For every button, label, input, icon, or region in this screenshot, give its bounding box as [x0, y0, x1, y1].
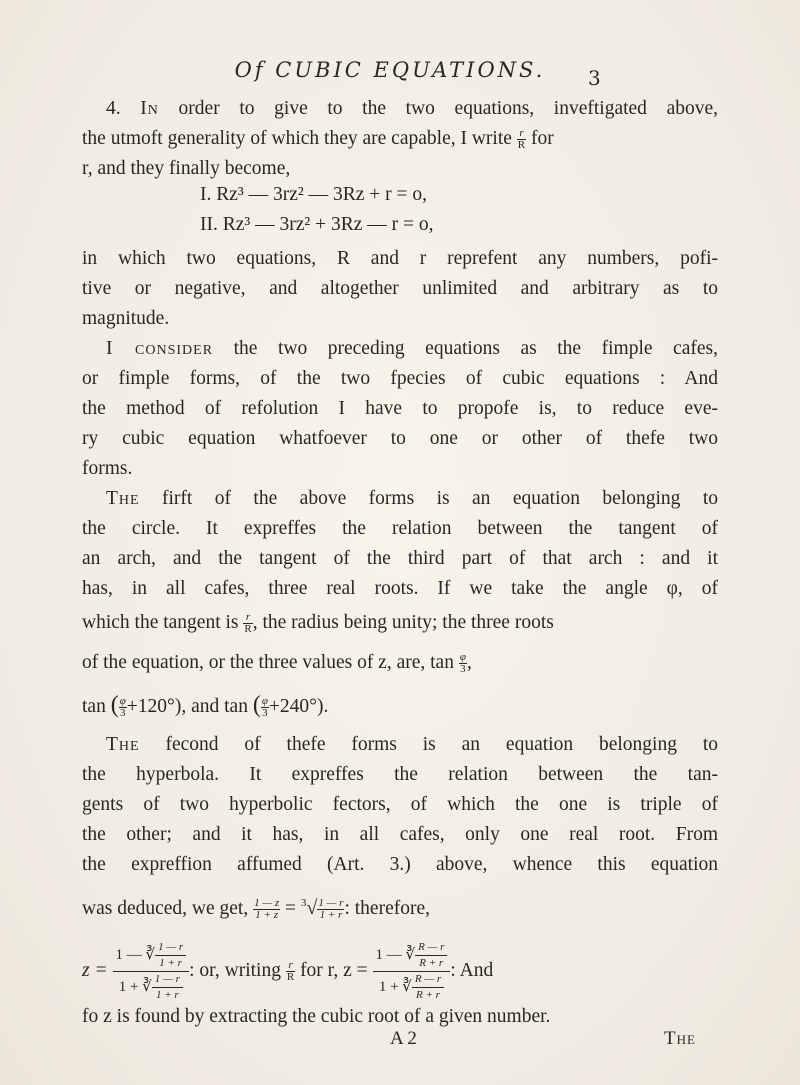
- fraction-r-over-R: $\frac{r}{R}$: [517, 127, 526, 152]
- para5-line2: or fimple forms, of the two fpecies of cubic equations : And: [82, 368, 718, 389]
- equation-1: I. Rz³ — 3rz² — 3Rz + r = o,: [200, 184, 428, 205]
- para4-line7: tive or negative, and altogether unlimited and arbitrary as to: [82, 278, 718, 299]
- formula-z-in-r: 1 — ∛ $\frac{1 — r}{1 + r}$ 1 + ∛ $\frac{1 — r}{1 + r}$: [113, 942, 190, 1001]
- para6-line1: The firft of the above forms is an equation belonging to: [106, 488, 719, 509]
- para6-line2: the circle. It expreffes the relation between the tangent of: [82, 518, 718, 539]
- para7-line2: the hyperbola. It expreffes the relation between the tan-: [82, 764, 718, 785]
- equation-2: II. Rz³ — 3rz² + 3Rz — r = o,: [200, 214, 434, 235]
- para7-formula-line: z = 1 — ∛ $\frac{1 — r}{1 + r}$ 1 + ∛ $\frac{1 — r}{1 + r}$ : or, writing $\frac{r}{R}$ for r, z = 1 — ∛ $\frac{R — r}{R + r}$ 1 + ∛ $\frac{R — r}{R + r}$ : And: [82, 941, 494, 1001]
- para7-line5: the expreffion affumed (Art. 3.) above, whence this equation: [82, 854, 718, 875]
- para4-line8: magnitude.: [82, 308, 170, 329]
- para6-line6: of the equation, or the three values of z, are, tan $\frac{\varphi}{3}$ ,: [82, 651, 472, 676]
- para6-line3: an arch, and the tangent of the third part of that arch : and it: [82, 548, 718, 569]
- running-title: Of CUBIC EQUATIONS.: [234, 58, 546, 82]
- para7-last-line: fo z is found by extracting the cubic root of a given number.: [82, 1006, 551, 1027]
- para7-line3: gents of two hyperbolic fectors, of which the one is triple of: [82, 794, 718, 815]
- para6-line7: tan ( $\frac{\varphi}{3}$ +120°), and tan ( $\frac{\varphi}{3}$ +240°).: [82, 692, 329, 720]
- para5-line5: forms.: [82, 458, 133, 479]
- para4-line2: the utmoft generality of which they are capable, I write $\frac{r}{R}$ for: [82, 127, 554, 152]
- para7-line4: the other; and it has, in all cafes, only one real root. From: [82, 824, 718, 845]
- para5-line3: the method of refolution I have to propofe is, to reduce eve-: [82, 398, 718, 419]
- signature-mark: A 2: [390, 1028, 417, 1049]
- para7-line6: was deduced, we get, $\frac{1 — z}{1 + z}$ = $^3$√ $\frac{1 — r}{1 + r}$ : therefore,: [82, 897, 431, 922]
- para7-line1: The fecond of thefe forms is an equation belonging to: [106, 734, 719, 755]
- para4-line3: r, and they finally become,: [82, 158, 291, 179]
- fraction-1mr-over-1pr: $\frac{1 — r}{1 + r}$: [318, 897, 344, 922]
- para4-line1: 4. In order to give to the two equations, inveftigated above,: [106, 98, 719, 119]
- fraction-phi-over-3: $\frac{\varphi}{3}$: [119, 695, 126, 720]
- fraction-1mz-over-1pz: $\frac{1 — z}{1 + z}$: [254, 897, 280, 922]
- para5-line1: I consider the two preceding equations as the fimple cafes,: [106, 338, 718, 359]
- fraction-r-over-R: $\frac{r}{R}$: [244, 611, 252, 636]
- catchword: The: [664, 1028, 696, 1049]
- fraction-r-over-R: $\frac{r}{R}$: [286, 959, 295, 983]
- para6-line4: has, in all cafes, three real roots. If we take the angle φ, of: [82, 578, 718, 599]
- page-number: 3: [588, 66, 601, 90]
- para4-line6: in which two equations, R and r reprefent any numbers, pofi-: [82, 248, 718, 269]
- para5-line4: ry cubic equation whatfoever to one or other of thefe two: [82, 428, 718, 449]
- fraction-phi-over-3: $\frac{\varphi}{3}$: [261, 695, 268, 720]
- fraction-phi-over-3: $\frac{\varphi}{3}$: [459, 651, 466, 676]
- para6-line5: which the tangent is $\frac{r}{R}$ , the radius being unity; the three roots: [82, 611, 554, 636]
- formula-z-in-R-r: 1 — ∛ $\frac{R — r}{R + r}$ 1 + ∛ $\frac{R — r}{R + r}$: [373, 942, 451, 1001]
